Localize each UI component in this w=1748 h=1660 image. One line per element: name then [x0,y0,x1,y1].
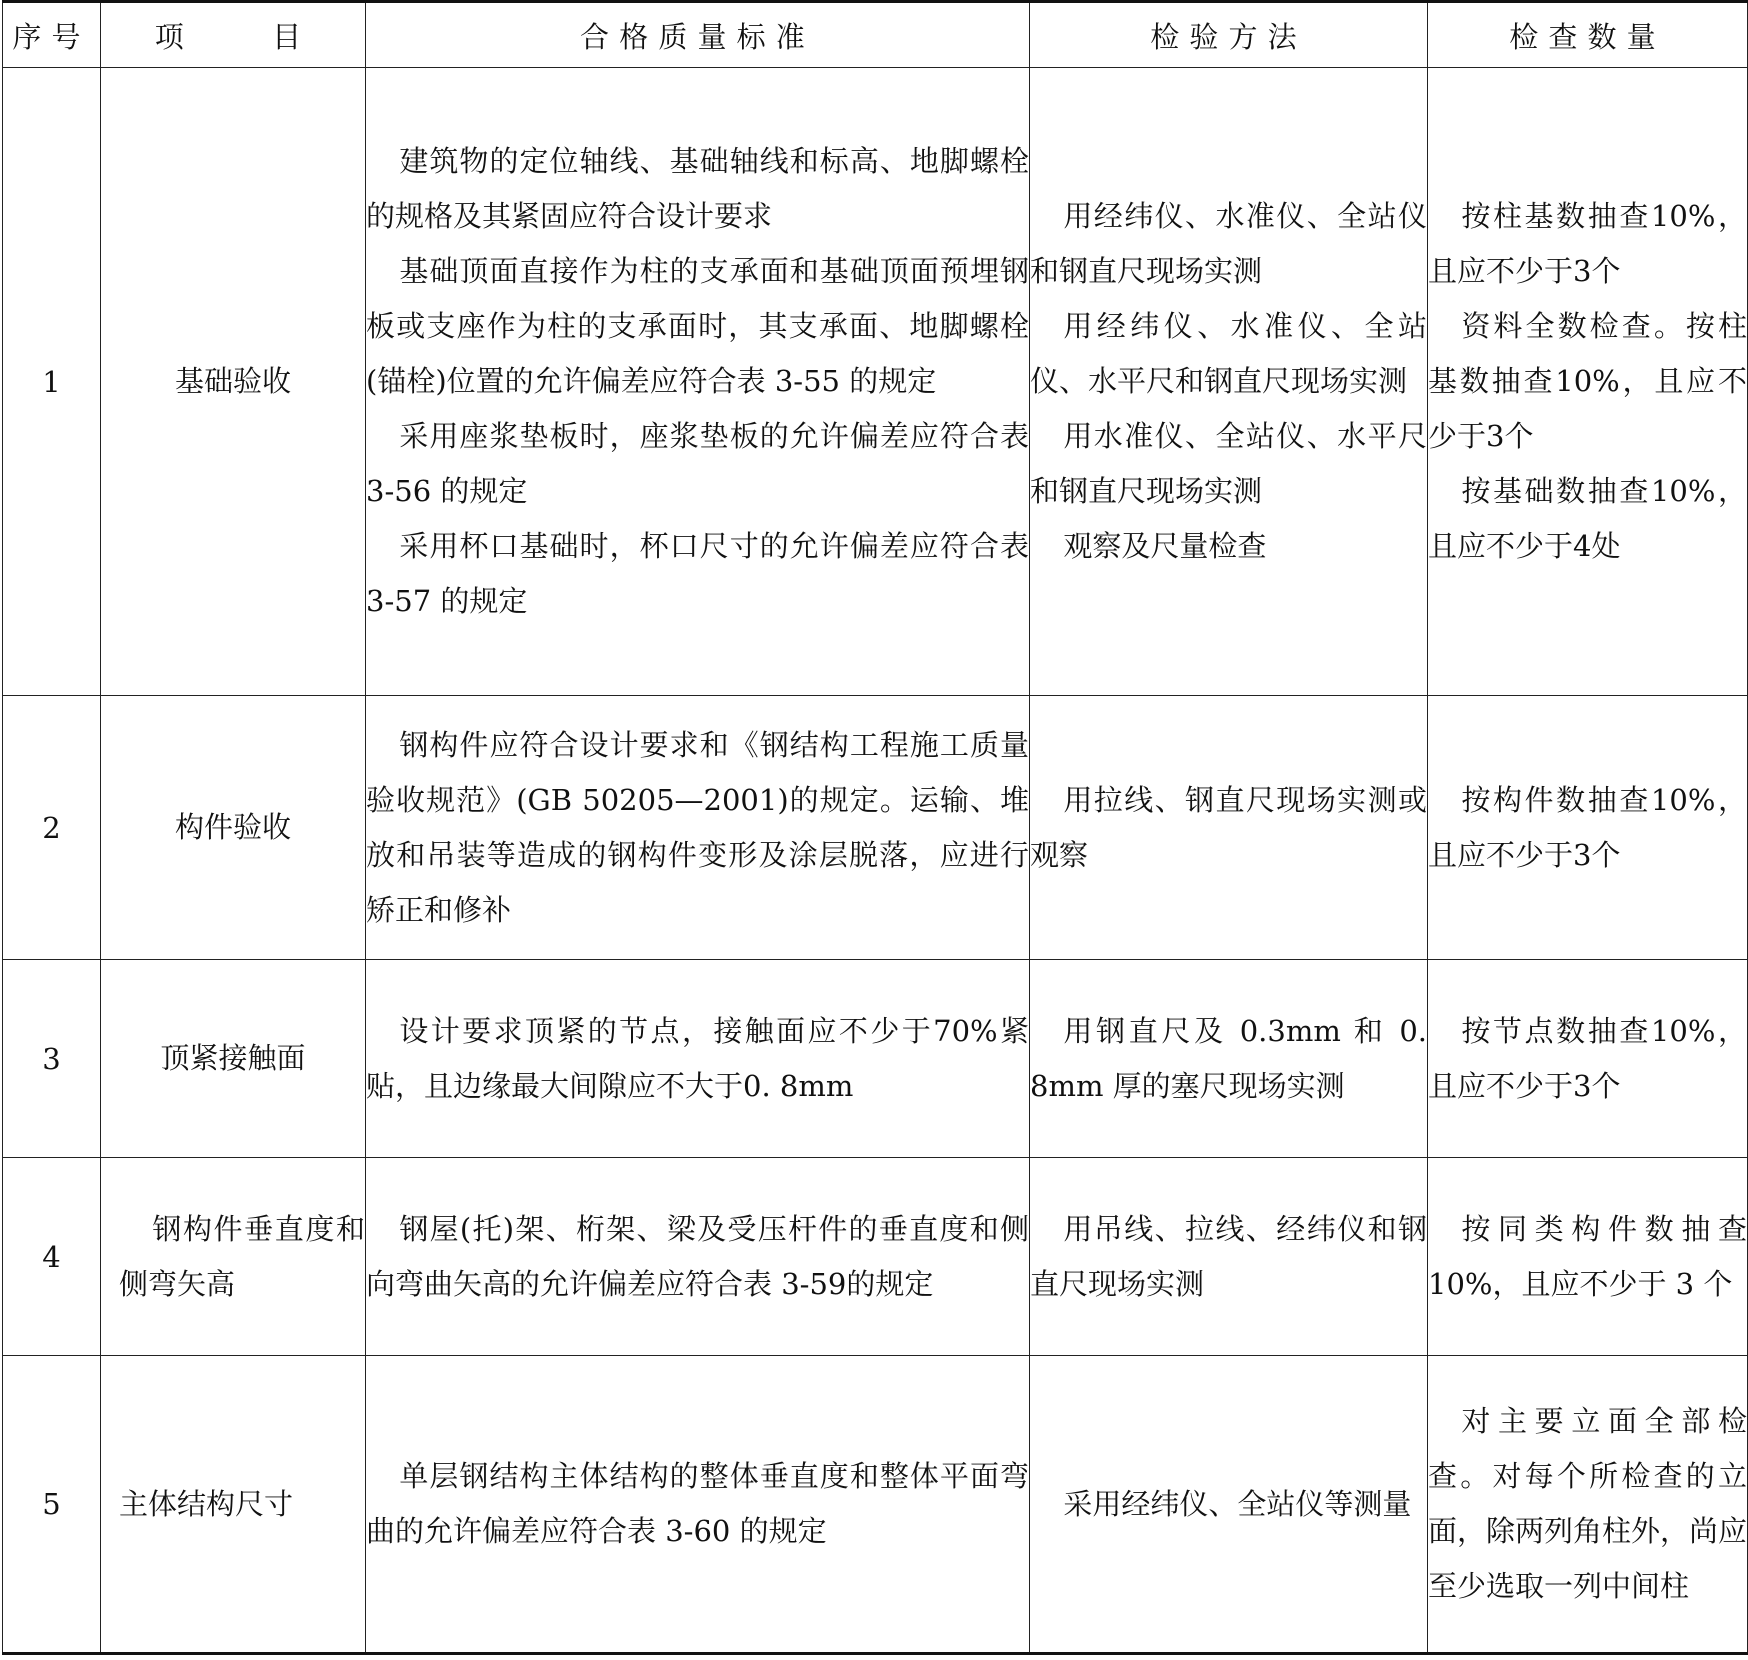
method-paragraph: 观察及尺量检查 [1063,529,1267,563]
row-seq: 5 [3,1356,101,1654]
quantity-paragraph: 资料全数检查。按柱基数抽查10%，且应不少于3个 [1428,309,1747,453]
row-standard [366,696,1030,960]
standard-paragraph: 基础顶面直接作为柱的支承面和基础顶面预埋钢板或支座作为柱的支承面时，其支承面、地脚螺栓(锚栓)位置的允许偏差应符合表 3-55 的规定 [366,254,1029,398]
standard-paragraph: 采用座浆垫板时，座浆垫板的允许偏差应符合表 3-56 的规定 [366,419,1029,508]
method-paragraph: 用水准仪、全站仪、水平尺和钢直尺现场实测 [1030,419,1427,508]
header-seq: 序号 [3,2,101,68]
method-paragraph: 用拉线、钢直尺现场实测或观察 [1030,782,1427,872]
method-paragraph: 用经纬仪、水准仪、全站仪和钢直尺现场实测 [1030,199,1427,288]
table-row [3,696,1748,960]
standard-paragraph: 设计要求顶紧的节点，接触面应不少于70%紧贴，且边缘最大间隙应不大于0. 8mm [366,1013,1029,1103]
row-seq: 2 [3,696,101,960]
row-method [1030,1158,1428,1356]
row-standard [366,1356,1030,1654]
quantity-paragraph: 按同类构件数抽查 10%，且应不少于 3 个 [1428,1211,1747,1301]
row-quantity [1428,1158,1748,1356]
row-standard [366,1158,1030,1356]
method-paragraph: 用钢直尺及 0.3mm 和 0. 8mm 厚的塞尺现场实测 [1030,1013,1427,1103]
header-method: 检验方法 [1030,2,1428,68]
row-item: 基础验收 [101,68,366,696]
standard-paragraph: 钢屋(托)架、桁架、梁及受压杆件的垂直度和侧向弯曲矢高的允许偏差应符合表 3-59的规定 [366,1211,1029,1301]
quantity-paragraph: 按节点数抽查10%，且应不少于3个 [1428,1013,1747,1103]
quantity-paragraph: 按构件数抽查10%，且应不少于3个 [1428,782,1747,872]
header-item: 项 目 [101,2,366,68]
row-method [1030,68,1428,696]
standard-paragraph: 采用杯口基础时，杯口尺寸的允许偏差应符合表 3-57 的规定 [366,529,1029,618]
row-method [1030,1356,1428,1654]
row-item: 构件验收 [101,696,366,960]
row-item: 主体结构尺寸 [101,1356,366,1654]
row-method [1030,696,1428,960]
header-standard: 合格质量标准 [366,2,1030,68]
inspection-table [2,0,1748,1655]
row-item: 顶紧接触面 [101,960,366,1158]
table-row [3,68,1748,696]
table-row [3,1356,1748,1654]
quantity-paragraph: 对主要立面全部检查。对每个所检查的立面，除两列角柱外，尚应至少选取一列中间柱 [1428,1404,1748,1603]
row-quantity [1428,1356,1748,1654]
method-paragraph: 用吊线、拉线、经纬仪和钢直尺现场实测 [1030,1211,1427,1301]
row-quantity [1428,68,1748,696]
header-quantity: 检查数量 [1428,2,1748,68]
row-method [1030,960,1428,1158]
item-paragraph: 钢构件垂直度和侧弯矢高 [119,1211,365,1301]
standard-paragraph: 建筑物的定位轴线、基础轴线和标高、地脚螺栓的规格及其紧固应符合设计要求 [366,144,1029,233]
standard-paragraph: 单层钢结构主体结构的整体垂直度和整体平面弯曲的允许偏差应符合表 3-60 的规定 [366,1459,1029,1548]
row-item [101,1158,366,1356]
table-row [3,1158,1748,1356]
method-paragraph: 采用经纬仪、全站仪等测量 [1063,1486,1412,1521]
method-paragraph: 用经纬仪、水准仪、全站仪、水平尺和钢直尺现场实测 [1030,309,1427,398]
row-quantity [1428,960,1748,1158]
standard-paragraph: 钢构件应符合设计要求和《钢结构工程施工质量验收规范》(GB 50205—2001)的规定。运输、堆放和吊装等造成的钢构件变形及涂层脱落，应进行矫正和修补 [366,727,1029,927]
quantity-paragraph: 按基础数抽查10%，且应不少于4处 [1428,474,1747,563]
quantity-paragraph: 按柱基数抽查10%，且应不少于3个 [1428,199,1747,288]
row-standard [366,68,1030,696]
row-seq: 3 [3,960,101,1158]
row-seq: 4 [3,1158,101,1356]
header-row [3,2,1748,68]
row-quantity [1428,696,1748,960]
row-standard [366,960,1030,1158]
table-row [3,960,1748,1158]
row-seq: 1 [3,68,101,696]
